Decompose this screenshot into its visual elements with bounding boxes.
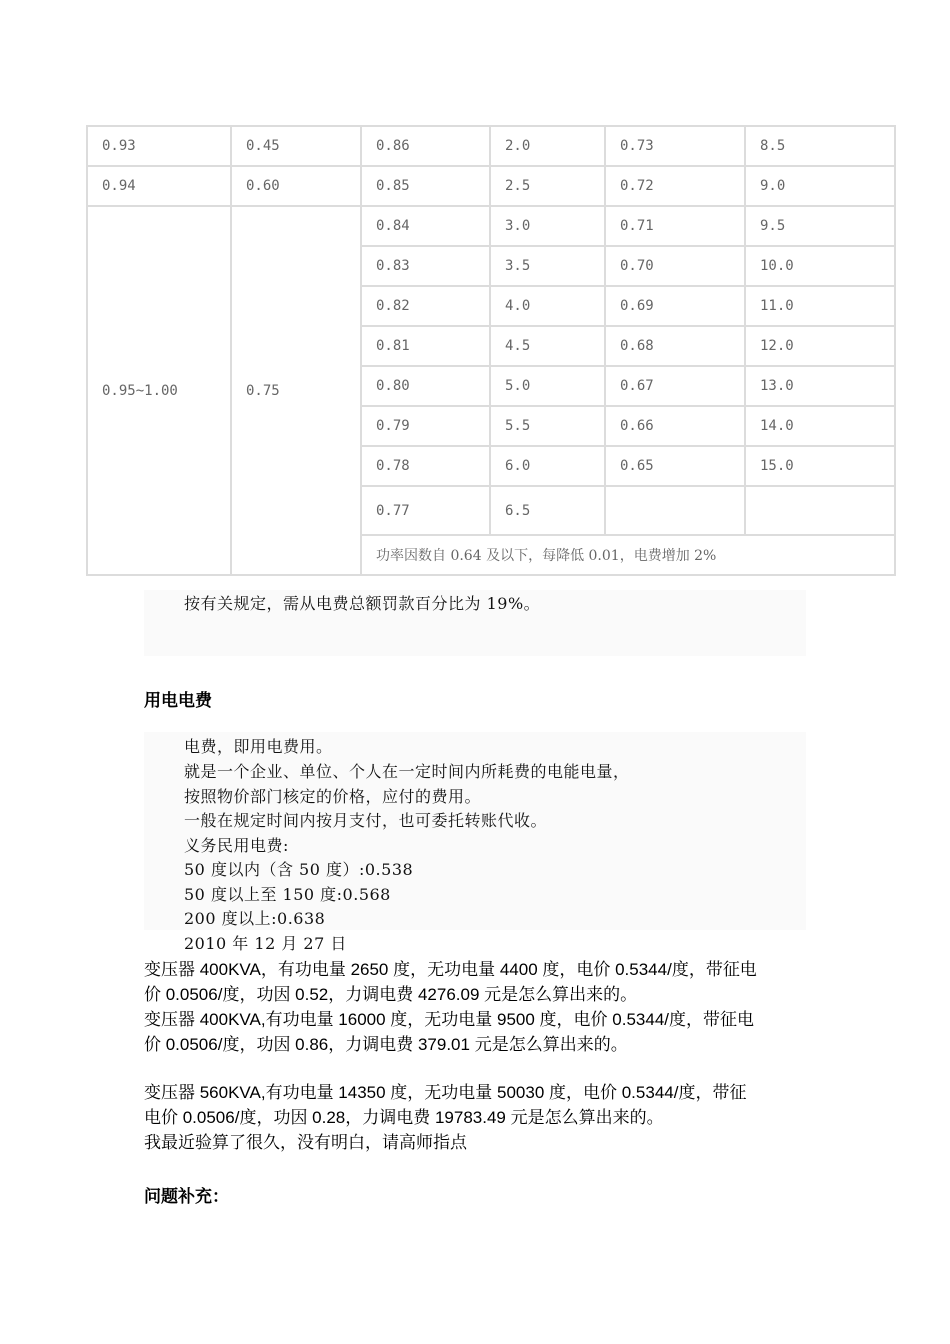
table-cell: 8.5 (745, 126, 895, 166)
question-line: 变压器 400KVA,有功电量 16000 度，无功电量 9500 度，电价 0.5344/度，带征电 (144, 1010, 754, 1029)
table-cell: 10.0 (745, 246, 895, 286)
section-heading: 用电电费 (144, 691, 212, 711)
table-cell: 5.0 (490, 366, 605, 406)
table-cell: 0.67 (605, 366, 745, 406)
merged-cell-value: 0.75 (231, 206, 361, 575)
table-row (87, 206, 895, 246)
table-cell: 0.69 (605, 286, 745, 326)
table-cell: 13.0 (745, 366, 895, 406)
table-cell: 15.0 (745, 446, 895, 486)
table-cell: 0.72 (605, 166, 745, 206)
table-cell: 0.45 (231, 126, 361, 166)
table-cell: 14.0 (745, 406, 895, 446)
table-cell: 0.83 (361, 246, 490, 286)
table-cell: 0.71 (605, 206, 745, 246)
table-cell: 0.85 (361, 166, 490, 206)
intro-line: 50 度以内（含 50 度）:0.538 (184, 860, 414, 879)
table-cell: 0.78 (361, 446, 490, 486)
question-line: 我最近验算了很久，没有明白，请高师指点 (144, 1133, 467, 1152)
date-line: 2010 年 12 月 27 日 (184, 934, 347, 953)
intro-line: 50 度以上至 150 度:0.568 (184, 885, 391, 904)
table-cell: 3.5 (490, 246, 605, 286)
question-paragraph (144, 1080, 808, 1155)
table-cell: 0.70 (605, 246, 745, 286)
table-cell: 11.0 (745, 286, 895, 326)
table-cell: 0.93 (87, 126, 231, 166)
table-cell: 0.80 (361, 366, 490, 406)
table-cell: 5.5 (490, 406, 605, 446)
section-heading: 问题补充： (144, 1187, 229, 1207)
table-cell (605, 486, 745, 535)
table-cell: 0.77 (361, 486, 490, 535)
intro-line: 电费，即用电费用。 (184, 737, 333, 756)
power-factor-table (86, 125, 896, 576)
question-line: 价 0.0506/度，功因 0.86，力调电费 379.01 元是怎么算出来的。 (144, 1035, 628, 1054)
table-row (87, 166, 895, 206)
intro-line: 按照物价部门核定的价格，应付的费用。 (184, 787, 482, 806)
question-line: 价 0.0506/度，功因 0.52，力调电费 4276.09 元是怎么算出来的。 (144, 985, 638, 1004)
table-note: 功率因数自 0.64 及以下，每降低 0.01，电费增加 2% (361, 535, 895, 575)
question-line: 变压器 560KVA,有功电量 14350 度，无功电量 50030 度，电价 0.5344/度，带征 (144, 1083, 747, 1102)
table-cell: 0.94 (87, 166, 231, 206)
intro-line: 一般在规定时间内按月支付，也可委托转账代收。 (184, 811, 548, 830)
table-cell: 0.66 (605, 406, 745, 446)
intro-line: 义务民用电费: (184, 836, 289, 855)
merged-cell-range: 0.95~1.00 (87, 206, 231, 575)
table-cell: 0.73 (605, 126, 745, 166)
table-cell: 3.0 (490, 206, 605, 246)
table-cell: 0.65 (605, 446, 745, 486)
table-cell: 0.84 (361, 206, 490, 246)
question-line: 变压器 400KVA，有功电量 2650 度，无功电量 4400 度，电价 0.5344/度，带征电 (144, 960, 757, 979)
table-cell: 4.5 (490, 326, 605, 366)
table-cell: 0.81 (361, 326, 490, 366)
table-row (87, 126, 895, 166)
table-cell: 2.0 (490, 126, 605, 166)
intro-line: 就是一个企业、单位、个人在一定时间内所耗费的电能电量， (184, 762, 630, 781)
table-cell: 0.68 (605, 326, 745, 366)
table-cell: 6.5 (490, 486, 605, 535)
table-cell: 9.0 (745, 166, 895, 206)
table-cell: 0.86 (361, 126, 490, 166)
table-cell: 12.0 (745, 326, 895, 366)
intro-line: 200 度以上:0.638 (184, 909, 326, 928)
table-cell: 0.82 (361, 286, 490, 326)
table-cell: 0.60 (231, 166, 361, 206)
table-cell: 9.5 (745, 206, 895, 246)
question-paragraph (144, 957, 808, 1057)
table-cell: 2.5 (490, 166, 605, 206)
question-line: 电价 0.0506/度，功因 0.28，力调电费 19783.49 元是怎么算出来的。 (144, 1108, 664, 1127)
table-cell: 4.0 (490, 286, 605, 326)
table-cell: 0.79 (361, 406, 490, 446)
table-cell (745, 486, 895, 535)
penalty-line: 按有关规定，需从电费总额罚款百分比为 19%。 (184, 594, 541, 613)
table-cell: 6.0 (490, 446, 605, 486)
